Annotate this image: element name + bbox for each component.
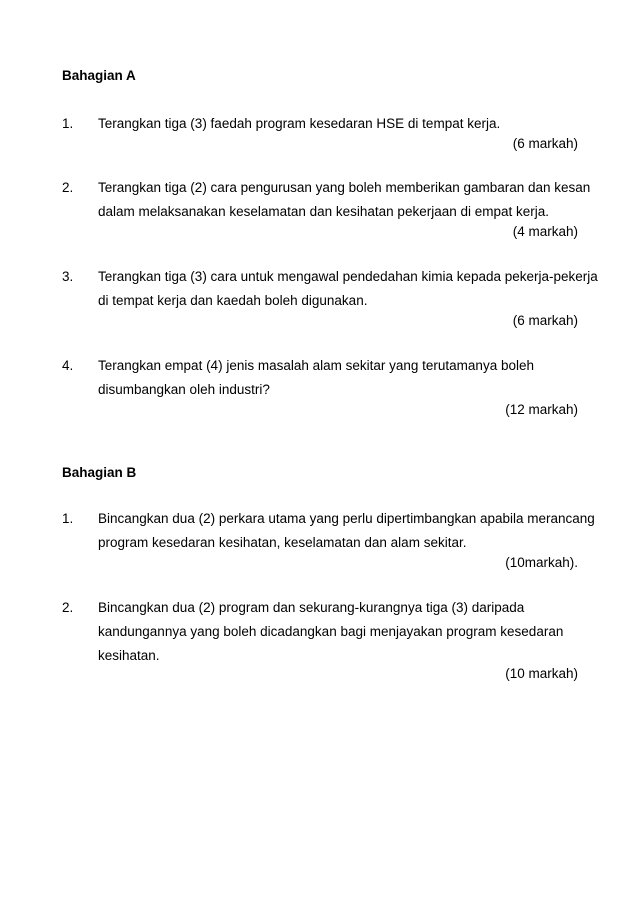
question-number: 2. <box>62 600 74 615</box>
question-text <box>98 112 578 136</box>
question-a2 <box>62 176 591 240</box>
question-line: Terangkan empat (4) jenis masalah alam sekitar yang terutamanya boleh <box>98 358 534 373</box>
question-line: di tempat kerja dan kaedah boleh digunakan. <box>98 293 368 308</box>
marks-label: (12 markah) <box>505 402 578 417</box>
marks-label: (4 markah) <box>512 224 578 239</box>
question-line: dalam melaksanakan keselamatan dan kesihatan pekerjaan di empat kerja. <box>98 204 550 219</box>
question-text <box>98 354 578 402</box>
marks-label: (10 markah) <box>505 666 578 681</box>
marks-label: (10markah). <box>505 555 578 570</box>
question-a4 <box>62 354 578 418</box>
question-line: program kesedaran kesihatan, keselamatan dan alam sekitar. <box>98 535 467 550</box>
question-text <box>98 176 591 224</box>
question-line: disumbangkan oleh industri? <box>98 382 270 397</box>
question-text <box>98 507 595 555</box>
question-line: kandungannya yang boleh dicadangkan bagi menjayakan program kesedaran <box>98 624 564 639</box>
question-number: 3. <box>62 269 74 284</box>
marks-label: (6 markah) <box>512 136 578 151</box>
question-a1 <box>62 112 578 152</box>
question-line: Terangkan tiga (3) faedah program kesedaran HSE di tempat kerja. <box>98 116 501 131</box>
question-b1 <box>62 507 595 571</box>
question-line: Terangkan tiga (2) cara pengurusan yang boleh memberikan gambaran dan kesan <box>98 180 591 195</box>
question-a3 <box>62 265 598 329</box>
question-number: 4. <box>62 358 74 373</box>
question-text <box>98 596 578 668</box>
question-line: kesihatan. <box>98 648 160 663</box>
question-number: 2. <box>62 180 74 195</box>
question-number: 1. <box>62 511 74 526</box>
question-line: Terangkan tiga (3) cara untuk mengawal pendedahan kimia kepada pekerja-pekerja <box>98 269 598 284</box>
question-b2 <box>62 596 578 684</box>
question-number: 1. <box>62 116 74 131</box>
section-b-heading: Bahagian B <box>62 465 137 480</box>
question-line: Bincangkan dua (2) program dan sekurang-kurangnya tiga (3) daripada <box>98 600 525 615</box>
question-text <box>98 265 598 313</box>
marks-label: (6 markah) <box>512 313 578 328</box>
question-line: Bincangkan dua (2) perkara utama yang perlu dipertimbangkan apabila merancang <box>98 511 595 526</box>
section-a-heading: Bahagian A <box>62 68 136 83</box>
